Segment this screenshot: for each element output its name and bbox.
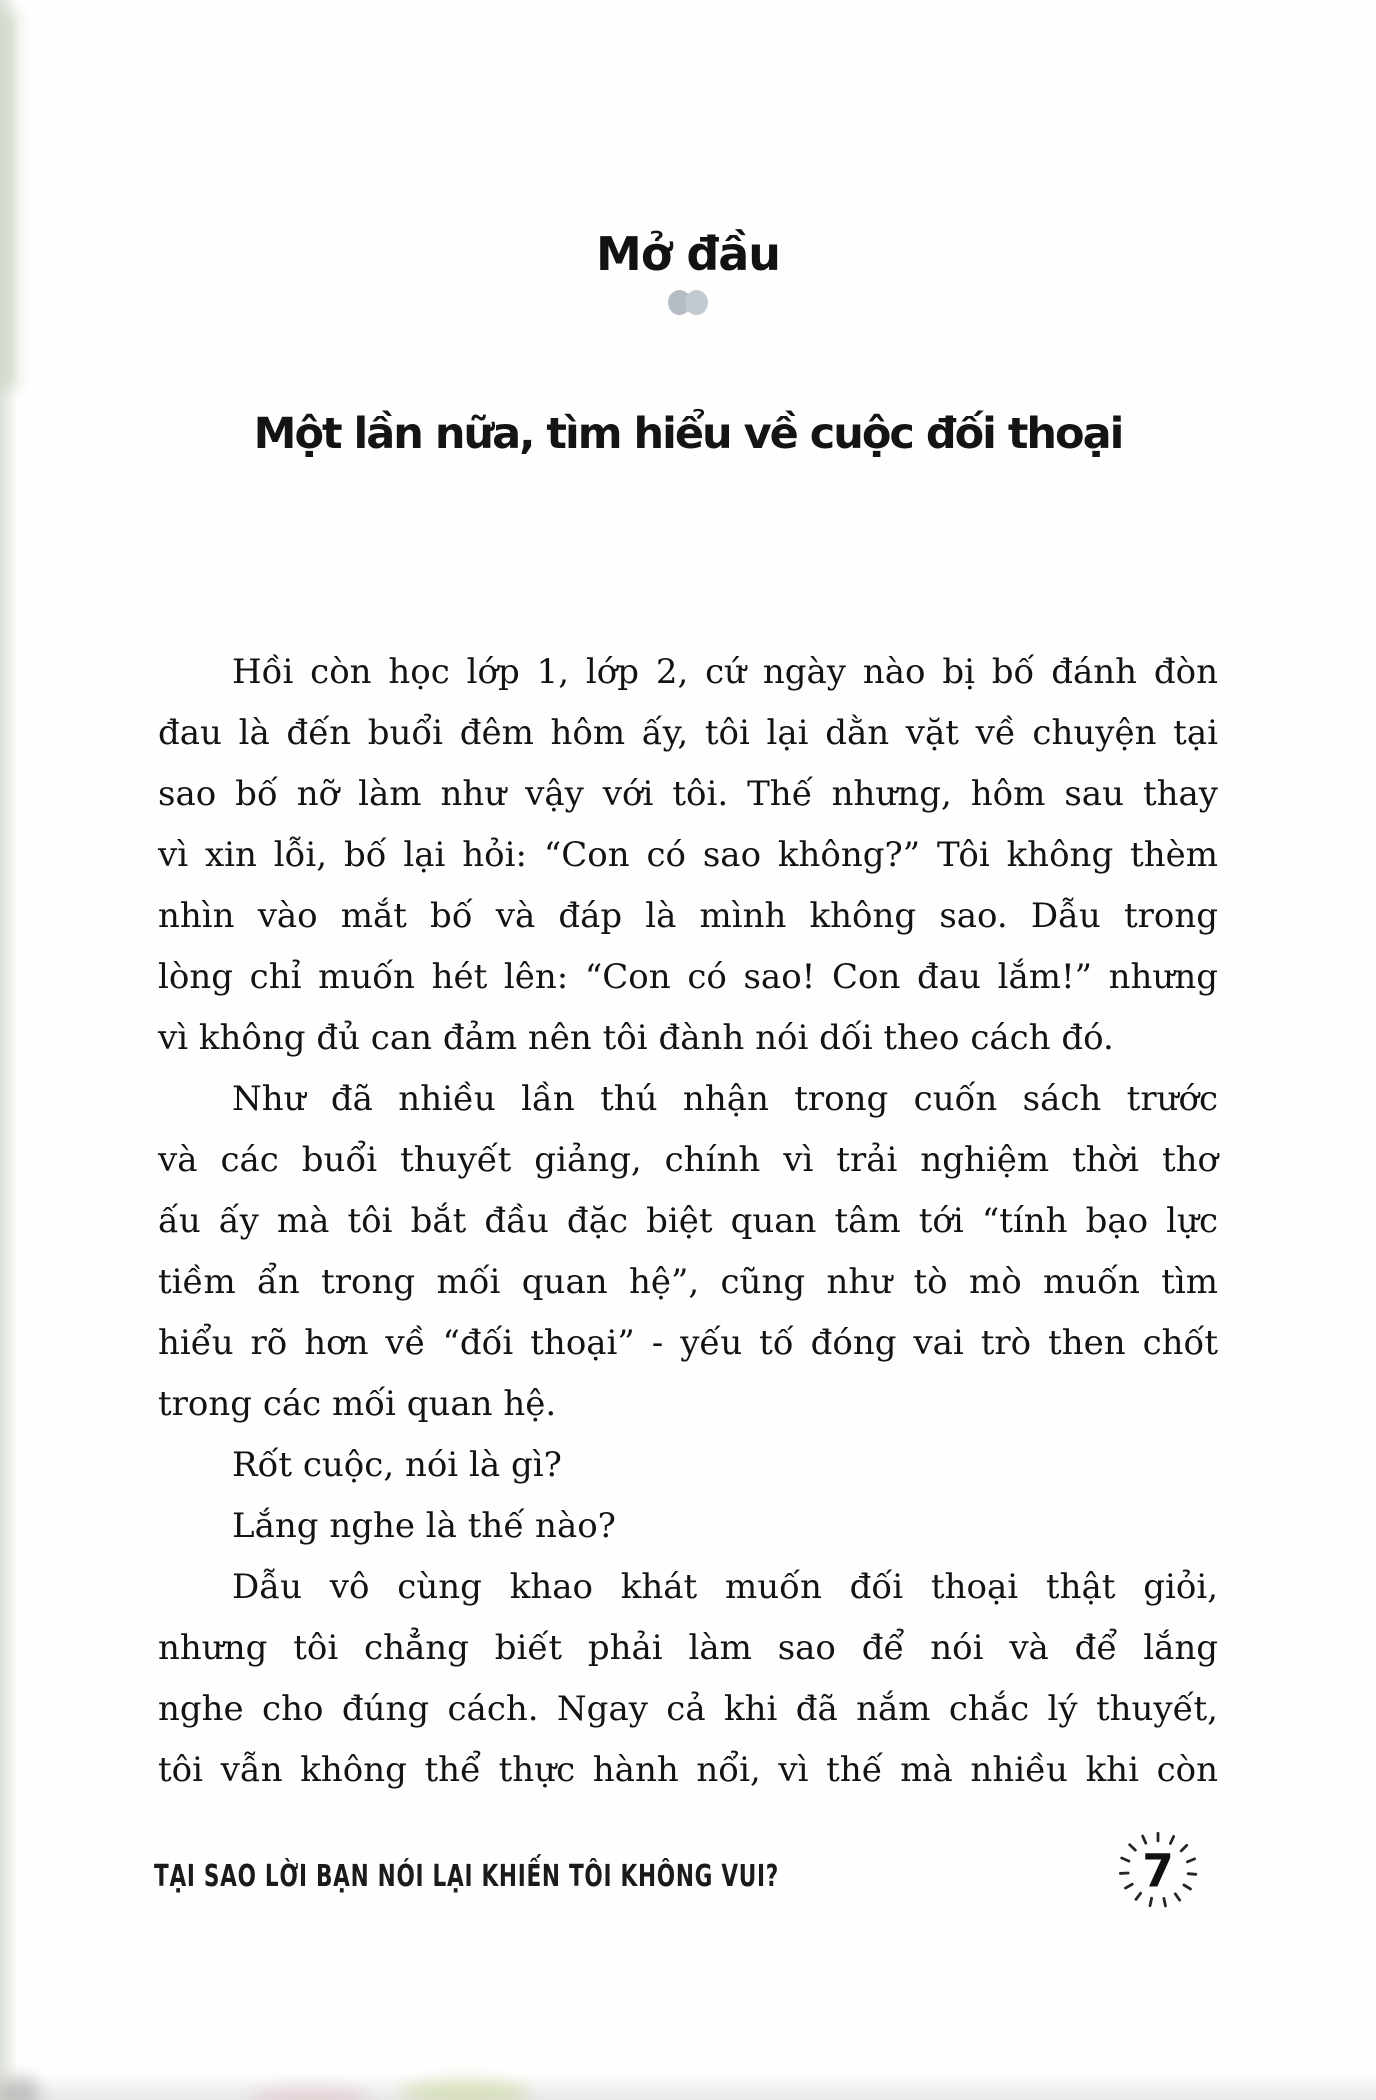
scan-artifact (0, 2076, 40, 2100)
footer-book-title: TẠI SAO LỜI BẠN NÓI LẠI KHIẾN TÔI KHÔNG VUI? (154, 1859, 780, 1894)
page-number: 7 (1142, 1844, 1174, 1898)
chapter-heading: Một lần nữa, tìm hiểu về cuộc đối thoại (253, 408, 1123, 459)
chapter-title: Mở đầu (595, 226, 781, 281)
body-line: sao bố nỡ làm như vậy với tôi. Thế nhưng, hôm sau thay (158, 774, 1218, 814)
body-line: vì không đủ can đảm nên tôi đành nói dối theo cách đó. (158, 1018, 1114, 1058)
scan-artifact (400, 2080, 530, 2100)
body-line: đau là đến buổi đêm hôm ấy, tôi lại dằn vặt về chuyện tại (158, 713, 1218, 753)
body-line: Lắng nghe là thế nào? (232, 1506, 616, 1546)
body-text (158, 642, 1218, 1801)
body-line: tôi vẫn không thể thực hành nổi, vì thế mà nhiều khi còn (158, 1750, 1218, 1790)
scan-artifact (2, 10, 18, 390)
body-line: Rốt cuộc, nói là gì? (232, 1445, 562, 1485)
page-bottom-edge (0, 2074, 1376, 2100)
page-edge-shading-left (0, 0, 18, 2100)
body-line: Như đã nhiều lần thú nhận trong cuốn sách trước (232, 1079, 1218, 1119)
body-line: trong các mối quan hệ. (158, 1384, 557, 1424)
body-line: vì xin lỗi, bố lại hỏi: “Con có sao không?” Tôi không thèm (158, 835, 1218, 875)
body-line: Hồi còn học lớp 1, lớp 2, cứ ngày nào bị bố đánh đòn (232, 652, 1218, 692)
body-line: và các buổi thuyết giảng, chính vì trải nghiệm thời thơ (158, 1140, 1218, 1180)
scan-artifact (250, 2086, 370, 2100)
page-number-badge (1104, 1816, 1212, 1924)
two-dots-ornament-icon (160, 290, 1216, 315)
body-line: nghe cho đúng cách. Ngay cả khi đã nắm chắc lý thuyết, (158, 1689, 1218, 1729)
body-line: hiểu rõ hơn về “đối thoại” - yếu tố đóng vai trò then chốt (158, 1323, 1218, 1363)
body-line: lòng chỉ muốn hét lên: “Con có sao! Con đau lắm!” nhưng (158, 957, 1218, 997)
ornament-dot-icon (685, 290, 708, 315)
body-line: Dẫu vô cùng khao khát muốn đối thoại thật giỏi, (232, 1567, 1218, 1607)
body-line: tiềm ẩn trong mối quan hệ”, cũng như tò mò muốn tìm (158, 1262, 1218, 1302)
body-line: nhưng tôi chẳng biết phải làm sao để nói và để lắng (158, 1628, 1218, 1668)
body-line: nhìn vào mắt bố và đáp là mình không sao. Dẫu trong (158, 896, 1218, 936)
body-line: ấu ấy mà tôi bắt đầu đặc biệt quan tâm tới “tính bạo lực (158, 1201, 1218, 1241)
